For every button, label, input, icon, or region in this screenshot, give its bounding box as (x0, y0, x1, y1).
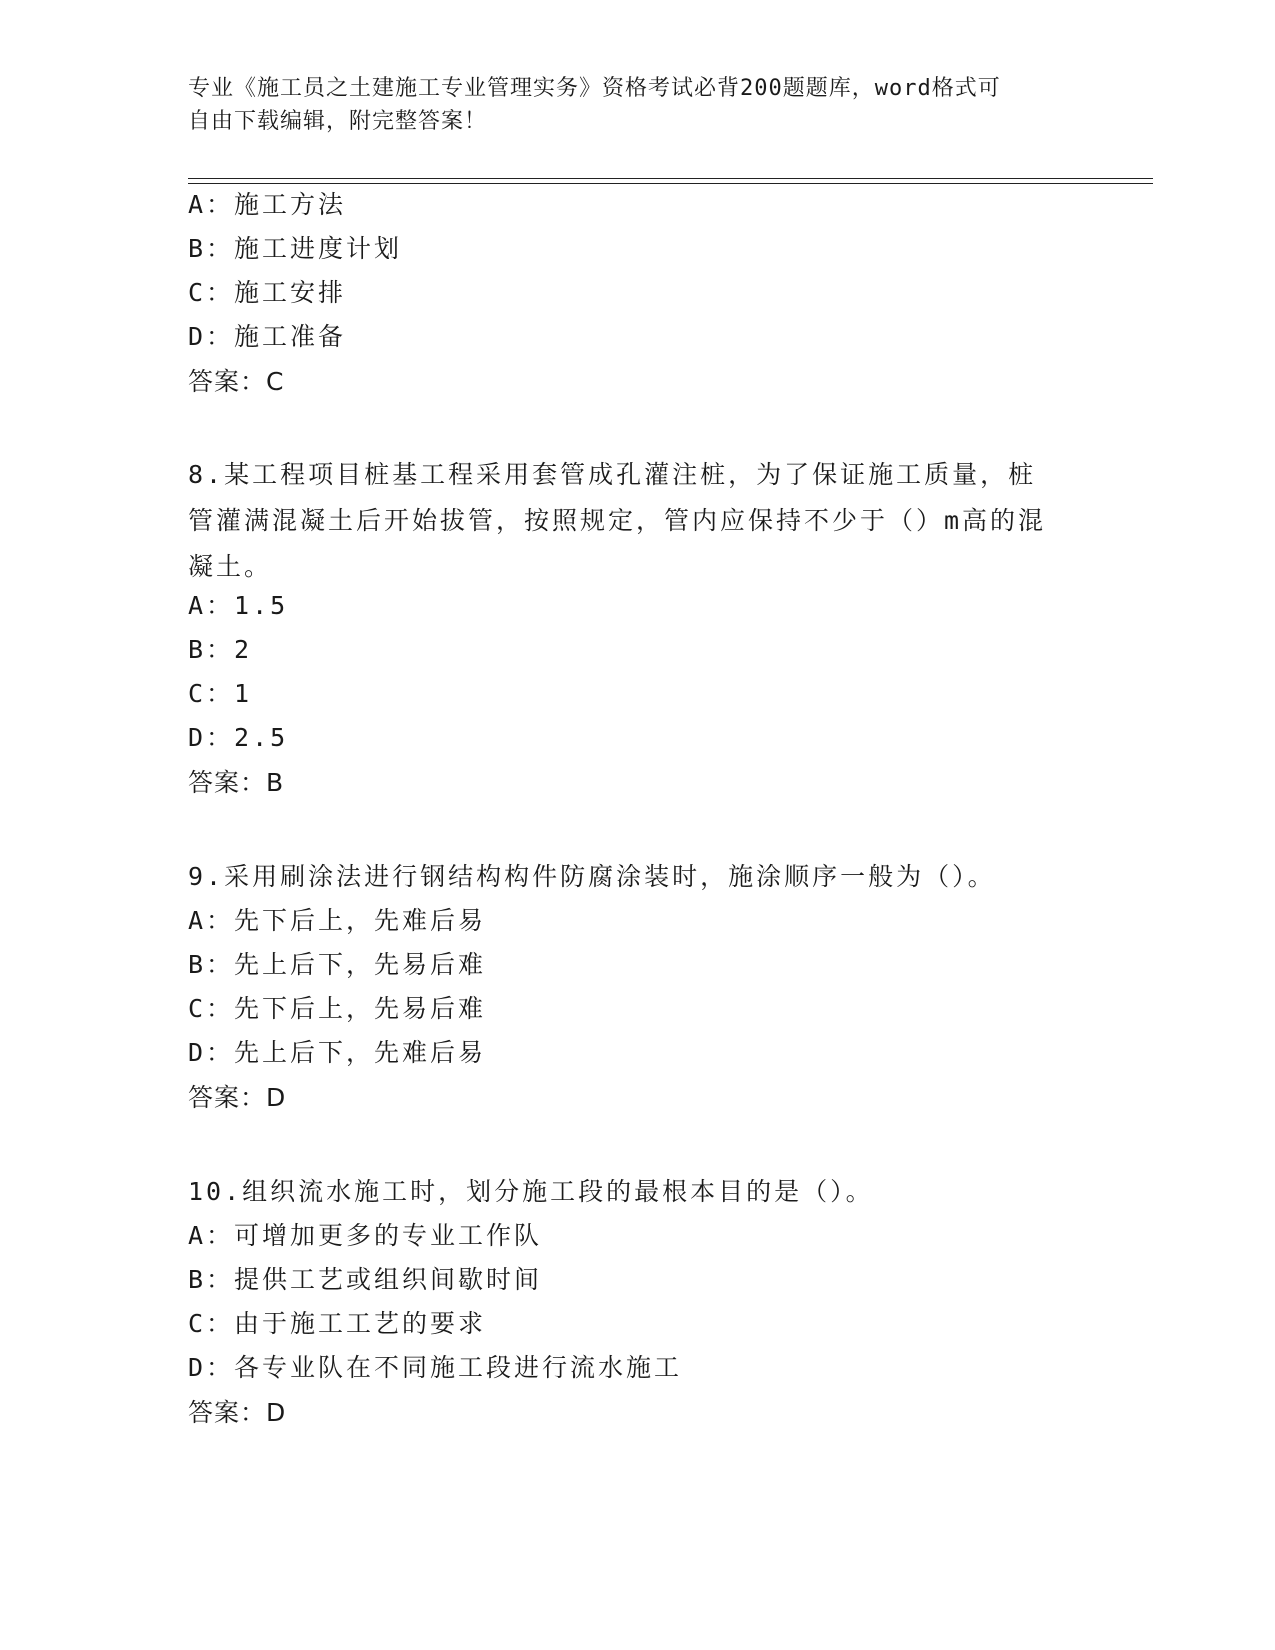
header-divider-bottom (188, 183, 1153, 184)
q7-option-b: B：施工进度计划 (188, 234, 403, 263)
q8-question (188, 452, 1088, 590)
q9-question: 9.采用刷涂法进行钢结构构件防腐涂装时，施涂顺序一般为（）。 (188, 862, 996, 891)
header-line-1: 专业《施工员之土建施工专业管理实务》资格考试必背200题题库，word格式可 (188, 76, 1001, 101)
q7-option-a: A：施工方法 (188, 190, 347, 219)
q9-option-d: D：先上后下，先难后易 (188, 1038, 487, 1067)
q7-option-d: D：施工准备 (188, 322, 347, 351)
header-divider-top (188, 178, 1153, 179)
q8-question-line-1: 8.某工程项目桩基工程采用套管成孔灌注桩，为了保证施工质量，桩 (188, 460, 1037, 489)
q10-question: 10.组织流水施工时，划分施工段的最根本目的是（）。 (188, 1177, 874, 1206)
q8-answer: 答案：B (188, 768, 285, 797)
q10-option-c: C：由于施工工艺的要求 (188, 1309, 487, 1338)
q8-option-b: B：2 (188, 635, 253, 664)
q9-option-c: C：先下后上，先易后难 (188, 994, 487, 1023)
q10-option-b: B：提供工艺或组织间歇时间 (188, 1265, 543, 1294)
q9-answer: 答案：D (188, 1083, 287, 1112)
q8-option-d: D：2.5 (188, 723, 289, 752)
header-line-2: 自由下载编辑，附完整答案！ (188, 109, 488, 134)
q7-answer: 答案：C (188, 367, 285, 396)
q8-option-c: C：1 (188, 679, 253, 708)
q8-question-line-2: 管灌满混凝土后开始拔管，按照规定，管内应保持不少于（）m高的混 (188, 506, 1047, 535)
q8-option-a: A：1.5 (188, 591, 289, 620)
q9-option-a: A：先下后上，先难后易 (188, 906, 487, 935)
q10-option-d: D：各专业队在不同施工段进行流水施工 (188, 1353, 683, 1382)
q7-option-c: C：施工安排 (188, 278, 347, 307)
q10-option-a: A：可增加更多的专业工作队 (188, 1221, 543, 1250)
document-header (188, 72, 1068, 138)
q9-option-b: B：先上后下，先易后难 (188, 950, 487, 979)
q8-question-line-3: 凝土。 (188, 552, 273, 581)
q10-answer: 答案：D (188, 1398, 287, 1427)
